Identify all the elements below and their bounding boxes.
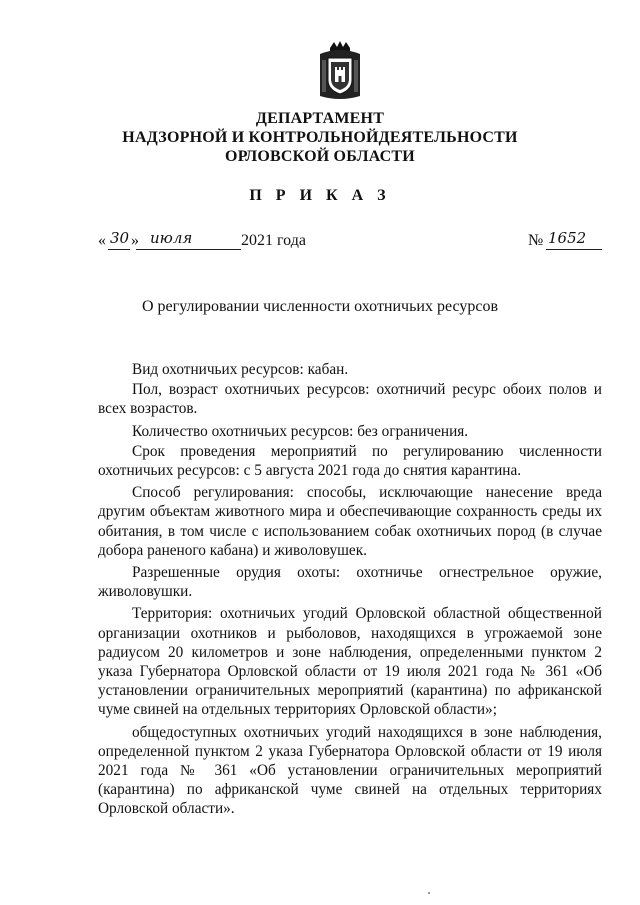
date-close-quote: » — [131, 232, 139, 249]
department-name-line-1: ДЕПАРТАМЕНТ — [255, 110, 385, 127]
paragraph-quantity: Количество охотничьих ресурсов: без ограничения. — [132, 422, 469, 440]
date-month: июля — [150, 229, 193, 247]
order-subject: О регулировании численности охотничьих ресурсов — [141, 298, 499, 315]
number-prefix: № — [528, 232, 544, 249]
paragraph-period: Срок проведения мероприятий по регулированию численности охотничьих ресурсов: с 5 августа 2021 года до снятия карантина. — [98, 442, 602, 480]
date-open-quote: « — [98, 232, 106, 249]
order-date — [98, 229, 358, 254]
date-day: 30 — [110, 229, 130, 247]
document-title: П Р И К А З — [249, 187, 391, 204]
order-number — [528, 229, 608, 254]
order-body — [98, 360, 602, 822]
paragraph-public-territory: общедоступных охотничьих угодий находящихся в зоне наблюдения, определенной пунктом 2 указа Губернатора Орловской области от 19 июля 2021 года № 361 «Об установлении ограничительных мероприятий (карантина) по африканской чуме свиней на отдельных территориях Орловской области». — [98, 723, 602, 818]
department-name-line-2: НАДЗОРНОЙ И КОНТРОЛЬНОЙДЕЯТЕЛЬНОСТИ — [122, 129, 518, 146]
paragraph-territory: Территория: охотничьих угодий Орловской областной общественной организации охотников и рыболовов, находящихся в угрожаемой зоне радиусом 20 километров и зоне наблюдения, определенными пунктом 2 указа Губернатора Орловской области от 19 июля 2021 года № 361 «Об установлении ограничительных мероприятий (карантина) по африканской чуме свиней на отдельных территориях Орловской области»; — [98, 605, 602, 719]
coat-of-arms-icon — [316, 40, 364, 102]
paragraph-tools: Разрешенные орудия охоты: охотничье огнестрельное оружие, живоловушки. — [98, 564, 602, 601]
department-name-line-3: ОРЛОВСКОЙ ОБЛАСТИ — [225, 148, 415, 165]
date-year: 2021 года — [241, 232, 306, 249]
paragraph-method: Способ регулирования: способы, исключающие нанесение вреда другим объектам животного мира и обеспечивающие сохранность среды их обитания, в том числе с использованием собак охотничьих пород (в случае добора раненого кабана) и живоловушек. — [98, 484, 602, 559]
paragraph-sex-age: Пол, возраст охотничьих ресурсов: охотничий ресурс обоих полов и всех возрастов. — [98, 381, 602, 418]
scan-speck — [428, 892, 430, 894]
number-value: 1652 — [548, 229, 587, 247]
paragraph-species: Вид охотничьих ресурсов: кабан. — [132, 361, 349, 378]
